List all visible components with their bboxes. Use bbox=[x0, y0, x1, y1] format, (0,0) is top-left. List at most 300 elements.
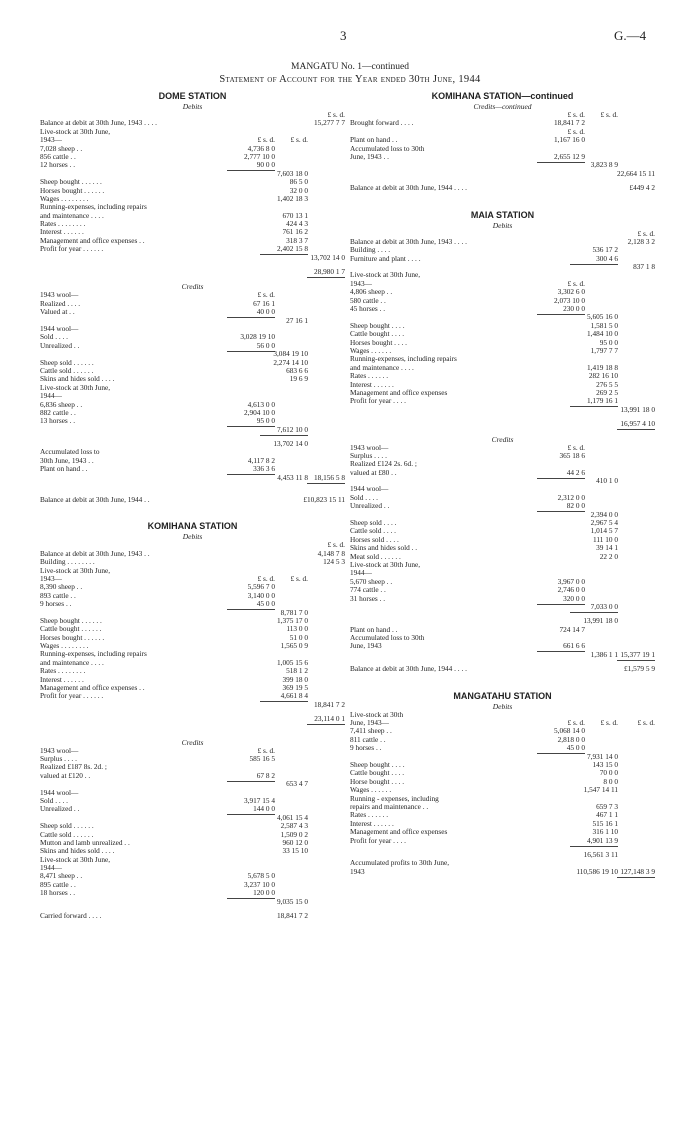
total-rule bbox=[307, 724, 345, 725]
amount-c: 2,128 3 2 bbox=[627, 236, 655, 246]
amount-a: £ s. d. bbox=[567, 718, 585, 728]
amount-b: 1,005 15 6 bbox=[276, 657, 308, 667]
amount-b: 1,565 0 9 bbox=[280, 641, 308, 651]
ledger-label: Balance at debit at 30th June, 1943 . . . . bbox=[350, 236, 467, 246]
amount-c: 124 5 3 bbox=[323, 557, 345, 567]
ledger-label: 8,390 sheep . . bbox=[40, 582, 83, 592]
amount-c: 16,957 4 10 bbox=[620, 419, 655, 429]
amount-b: 1,419 18 8 bbox=[586, 362, 618, 372]
ledger-row bbox=[40, 872, 345, 880]
amount-a: 2,904 10 0 bbox=[243, 407, 275, 417]
amount-a: 40 0 0 bbox=[256, 307, 275, 317]
amount-a: 5,678 5 0 bbox=[247, 871, 275, 881]
amount-b: 683 6 6 bbox=[286, 365, 308, 375]
amount-a: 45 0 0 bbox=[256, 599, 275, 609]
amount-c: 18,841 7 2 bbox=[313, 699, 345, 709]
ledger-label: Wages . . . . . . . . bbox=[40, 193, 89, 203]
ledger-label: 1943 wool— bbox=[350, 442, 389, 452]
amount-b: 39 14 1 bbox=[596, 543, 618, 553]
amount-b: 276 5 5 bbox=[596, 379, 618, 389]
amount-b: 113 0 0 bbox=[286, 624, 308, 634]
ledger-label: 45 horses . . bbox=[350, 304, 386, 314]
amount-b: 2,967 5 4 bbox=[590, 518, 618, 528]
amount-b: 670 13 1 bbox=[282, 210, 308, 220]
ledger-row bbox=[40, 426, 345, 434]
amount-b: 518 1 2 bbox=[286, 666, 308, 676]
ledger-label: Live-stock at 30th June, bbox=[350, 559, 421, 569]
ledger-label: Running-expenses, including repairs bbox=[40, 649, 147, 659]
amount-a: 3,028 19 10 bbox=[240, 332, 275, 342]
ledger-label: 1943— bbox=[350, 278, 372, 288]
amount-a: 585 16 5 bbox=[249, 754, 275, 763]
ledger-label: 811 cattle . . bbox=[350, 734, 386, 744]
ledger-row bbox=[350, 444, 655, 452]
amount-a: 336 3 6 bbox=[253, 464, 275, 474]
amount-b: 399 18 0 bbox=[282, 674, 308, 684]
ledger-row bbox=[40, 856, 345, 864]
amount-a: £ s. d. bbox=[567, 126, 585, 136]
ledger-label: Balance at debit at 30th June, 1944 . . . . bbox=[350, 664, 467, 674]
amount-b: 318 3 7 bbox=[286, 235, 308, 245]
ledger-label: 1944— bbox=[350, 568, 372, 578]
amount-c: 23,114 0 1 bbox=[314, 714, 345, 724]
ledger-label: 31 horses . . bbox=[350, 593, 386, 603]
amount-b: 300 4 6 bbox=[596, 253, 618, 263]
amount-b: 3,084 19 10 bbox=[273, 349, 308, 359]
ledger-label: Skins and hides sold . . . . bbox=[40, 374, 115, 384]
ledger-label: Sheep sold . . . . . . bbox=[40, 357, 94, 367]
amount-b: 7,612 10 0 bbox=[276, 424, 308, 434]
ledger-label: 1943 wool— bbox=[40, 290, 79, 300]
total-rule bbox=[617, 660, 655, 661]
amount-b: 143 15 0 bbox=[592, 760, 618, 769]
amount-b: 761 16 2 bbox=[282, 227, 308, 237]
ledger-label: Sold . . . . bbox=[40, 332, 68, 342]
amount-a: £ s. d. bbox=[257, 290, 275, 300]
amount-c: £ s. d. bbox=[637, 228, 655, 238]
page-number: 3 bbox=[340, 28, 347, 43]
ledger-row bbox=[40, 392, 345, 400]
station-heading: DOME STATION bbox=[158, 91, 227, 101]
amount-a: 90 0 0 bbox=[256, 160, 275, 170]
amount-c: £ s. d. bbox=[327, 110, 345, 119]
ledger-label: Surplus . . . . bbox=[40, 754, 77, 763]
ledger-label: Live-stock at 30th June, bbox=[40, 565, 111, 575]
ledger-label: Rates . . . . . . . . bbox=[40, 666, 86, 676]
amount-b: 4,661 8 4 bbox=[280, 691, 308, 701]
amount-c: 13,991 18 0 bbox=[620, 404, 655, 414]
ledger-label: Management and office expenses bbox=[350, 387, 448, 397]
total-rule bbox=[260, 435, 308, 436]
amount-a: 320 0 0 bbox=[563, 593, 585, 603]
statement-subheading: Statement of Account for the Year ended 30th June, 1944 bbox=[219, 74, 481, 85]
ledger-label: Running-expenses, including repairs bbox=[350, 354, 457, 364]
ledger-label: 7,411 sheep . . bbox=[350, 726, 392, 736]
station-heading: KOMIHANA STATION bbox=[147, 521, 238, 532]
ledger-label: and maintenance . . . . bbox=[40, 657, 104, 667]
amount-b: 1,484 10 0 bbox=[586, 329, 618, 339]
ledger-label: Cattle sold . . . . . . bbox=[40, 829, 94, 839]
ledger-label: Skins and hides sold . . . . bbox=[40, 846, 115, 856]
amount-b: 4,901 13 9 bbox=[586, 835, 618, 845]
ledger-label: 1944 wool— bbox=[40, 323, 79, 333]
amount-c: 13,702 14 0 bbox=[310, 252, 345, 262]
ledger-label: Management and office expenses . . bbox=[40, 683, 145, 693]
amount-a: 3,302 6 0 bbox=[557, 287, 585, 297]
amount-c: 28,980 1 7 bbox=[313, 267, 345, 277]
ledger-row bbox=[350, 119, 655, 127]
amount-a: 5,068 14 0 bbox=[553, 726, 585, 736]
ledger-label: Live-stock at 30th June, bbox=[40, 382, 111, 392]
ledger-label: Building . . . . . . . . bbox=[40, 557, 95, 567]
ledger-row bbox=[40, 583, 345, 591]
ledger-row bbox=[350, 406, 655, 414]
ledger-label: Live-stock at 30th bbox=[350, 709, 404, 719]
amount-b: 5,605 16 0 bbox=[586, 312, 618, 322]
ledger-label: Sheep bought . . . . bbox=[350, 320, 405, 330]
amount-a: £ s. d. bbox=[567, 442, 585, 452]
amount-a: 44 2 6 bbox=[566, 467, 585, 477]
ledger-label: Interest . . . . . . bbox=[350, 818, 394, 828]
amount-b: 1,547 14 11 bbox=[583, 785, 618, 795]
total-rule bbox=[617, 877, 655, 878]
ledger-row bbox=[40, 291, 345, 299]
total-rule bbox=[617, 429, 655, 430]
ledger-row bbox=[40, 474, 345, 482]
ledger-row bbox=[350, 288, 655, 296]
amount-b: 1,402 18 3 bbox=[276, 193, 308, 203]
amount-a: 120 0 0 bbox=[253, 888, 275, 898]
amount-c: 15,277 7 7 bbox=[313, 118, 345, 128]
amount-c: 127,148 3 9 bbox=[620, 866, 655, 876]
ledger-label: Profit for year . . . . bbox=[350, 835, 406, 845]
ledger-label: Carried forward . . . . bbox=[40, 911, 102, 921]
amount-b: 19 6 9 bbox=[289, 374, 308, 384]
amount-a: 3,140 0 0 bbox=[247, 590, 275, 600]
ledger-label: Unrealized . . bbox=[40, 804, 80, 814]
amount-b: 1,179 16 1 bbox=[586, 396, 618, 406]
amount-b: 4,061 15 4 bbox=[276, 812, 308, 822]
ledger-label: Interest . . . . . . bbox=[40, 227, 84, 237]
section-heading: Debits bbox=[182, 102, 203, 111]
ledger-row bbox=[40, 592, 345, 600]
ledger-label: 1943— bbox=[40, 135, 62, 145]
amount-b: 1,797 7 7 bbox=[590, 345, 618, 355]
ledger-row bbox=[350, 184, 655, 192]
amount-b: 51 0 0 bbox=[289, 632, 308, 642]
amount-b: 410 1 0 bbox=[596, 476, 618, 486]
amount-b: 110,586 19 10 bbox=[576, 866, 618, 876]
ledger-row bbox=[40, 789, 345, 797]
ledger-row bbox=[40, 401, 345, 409]
amount-a: 82 0 0 bbox=[566, 501, 585, 511]
section-heading: Debits bbox=[182, 532, 203, 542]
section-heading: Credits bbox=[181, 282, 204, 292]
amount-c: 18,156 5 8 bbox=[313, 472, 345, 482]
amount-c: 22,664 15 11 bbox=[616, 168, 655, 178]
amount-b: 2,587 4 3 bbox=[280, 821, 308, 831]
ledger-label: 12 horses . . bbox=[40, 160, 76, 170]
ledger-label: 1943— bbox=[40, 573, 62, 583]
section-heading: Credits—continued bbox=[473, 102, 532, 111]
amount-a: 3,237 10 0 bbox=[243, 879, 275, 889]
ledger-row bbox=[350, 603, 655, 611]
amount-a: £ s. d. bbox=[567, 110, 585, 119]
ledger-label: 882 cattle . . bbox=[40, 407, 76, 417]
amount-b: 22 2 0 bbox=[599, 551, 618, 561]
amount-b: 7,033 0 0 bbox=[590, 601, 618, 611]
ledger-label: Unrealized . . bbox=[40, 340, 80, 350]
ledger-row bbox=[350, 477, 655, 485]
ledger-label: Profit for year . . . . . . bbox=[40, 691, 104, 701]
amount-a: 724 14 7 bbox=[559, 624, 585, 634]
amount-b: 9,035 15 0 bbox=[276, 896, 308, 906]
ledger-label: 9 horses . . bbox=[40, 599, 72, 609]
ledger-label: 1944 wool— bbox=[350, 484, 389, 494]
ledger-label: Skins and hides sold . . bbox=[350, 543, 418, 553]
ledger-label: Interest . . . . . . bbox=[350, 379, 394, 389]
ledger-label: June, 1943 . . bbox=[350, 151, 389, 161]
ledger-row bbox=[350, 494, 655, 502]
ledger-row bbox=[350, 868, 655, 876]
ledger-label: Cattle bought . . . . . . bbox=[40, 624, 102, 634]
ledger-label: Unrealized . . bbox=[350, 501, 390, 511]
amount-a: 2,777 10 0 bbox=[243, 151, 275, 161]
amount-b: 111 10 0 bbox=[593, 534, 618, 544]
ledger-label: Accumulated loss to 30th bbox=[350, 143, 425, 153]
amount-c: 4,148 7 8 bbox=[317, 548, 345, 558]
amount-b: 3,823 8 9 bbox=[590, 160, 618, 170]
ledger-label: Valued at . . bbox=[40, 307, 75, 317]
amount-b: 653 4 7 bbox=[286, 779, 308, 789]
amount-a: 2,655 12 9 bbox=[553, 151, 585, 161]
ledger-label: Rates . . . . . . bbox=[350, 371, 389, 381]
section-heading: Credits bbox=[181, 737, 204, 747]
ledger-label: Balance at debit at 30th June, 1943 . . bbox=[40, 548, 150, 558]
amount-b: £ s. d. bbox=[290, 573, 308, 583]
left-column bbox=[40, 88, 345, 920]
amount-b: 2,394 0 0 bbox=[590, 509, 618, 519]
total-rule bbox=[307, 277, 345, 278]
amount-a: 2,073 10 0 bbox=[553, 295, 585, 305]
ledger-row bbox=[350, 485, 655, 493]
amount-b: 27 16 1 bbox=[286, 315, 308, 325]
amount-b: 16,561 3 11 bbox=[583, 849, 618, 859]
ledger-label: Balance at debit at 30th June, 1944 . . bbox=[40, 495, 150, 505]
spacer bbox=[350, 674, 655, 688]
amount-b: 2,274 14 10 bbox=[273, 357, 308, 367]
ledger-label: 1943 bbox=[350, 866, 365, 876]
amount-b: 86 5 0 bbox=[289, 177, 308, 187]
ledger-label: Meat sold . . . . . . bbox=[350, 551, 401, 561]
ledger-label: Brought forward . . . . bbox=[350, 118, 414, 128]
ledger-label: Plant on hand . . bbox=[350, 135, 398, 145]
amount-c: 15,377 19 1 bbox=[620, 649, 655, 659]
ledger-row bbox=[40, 136, 345, 144]
ledger-label: Mutton and lamb unrealized . . bbox=[40, 837, 130, 847]
amount-a: 365 18 6 bbox=[559, 450, 585, 460]
amount-a: 144 0 0 bbox=[253, 804, 275, 814]
ledger-label: Wages . . . . . . bbox=[350, 345, 392, 355]
amount-b: £ s. d. bbox=[600, 718, 618, 728]
ledger-label: Wages . . . . . . bbox=[350, 785, 392, 795]
amount-a: 67 16 1 bbox=[253, 298, 275, 308]
ledger-row bbox=[350, 578, 655, 586]
ledger-row bbox=[350, 297, 655, 305]
ledger-label: Management and office expenses . . bbox=[40, 235, 145, 245]
amount-a: 4,117 8 2 bbox=[247, 455, 275, 465]
ledger-label: 1944— bbox=[40, 391, 62, 401]
amount-a: 661 6 6 bbox=[563, 641, 585, 651]
ledger-row bbox=[40, 715, 345, 723]
ledger-row bbox=[40, 496, 345, 504]
amount-b: £ s. d. bbox=[290, 135, 308, 145]
ledger-row bbox=[40, 864, 345, 872]
ledger-row bbox=[40, 300, 345, 308]
ledger-row bbox=[350, 651, 655, 659]
total-rule bbox=[307, 483, 345, 484]
amount-a: 67 8 2 bbox=[256, 770, 275, 780]
ledger-label: Horses bought . . . . . . bbox=[40, 632, 105, 642]
ledger-label: 895 cattle . . bbox=[40, 879, 76, 889]
amount-b: 32 0 0 bbox=[289, 185, 308, 195]
amount-c: 837 1 8 bbox=[633, 262, 655, 272]
spacer bbox=[40, 482, 345, 496]
amount-b: 7,931 14 0 bbox=[586, 751, 618, 761]
ledger-row bbox=[350, 271, 655, 279]
ledger-row bbox=[40, 153, 345, 161]
ledger-row bbox=[40, 317, 345, 325]
amount-b: 4,453 11 8 bbox=[277, 472, 308, 482]
amount-b: £ s. d. bbox=[600, 110, 618, 119]
amount-b: 1,386 1 1 bbox=[590, 649, 618, 659]
ledger-label: 30th June, 1943 . . bbox=[40, 455, 94, 465]
ledger-label: Horse bought . . . . bbox=[350, 776, 405, 786]
ledger-label: Sheep bought . . . . bbox=[350, 760, 405, 769]
amount-b: 369 19 5 bbox=[282, 683, 308, 693]
ledger-label: Profit for year . . . . . . bbox=[40, 244, 104, 254]
amount-b: 316 1 10 bbox=[592, 827, 618, 837]
ledger-label: June, 1943 bbox=[350, 641, 382, 651]
ledger-label: 1943 wool— bbox=[40, 745, 79, 755]
ledger-row bbox=[40, 912, 345, 920]
ledger-label: Cattle sold . . . . . . bbox=[40, 365, 94, 375]
ledger-label: valued at £120 . . bbox=[40, 770, 91, 780]
amount-a: £ s. d. bbox=[257, 135, 275, 145]
ledger-label: Cattle bought . . . . bbox=[350, 768, 405, 778]
ledger-label: 6,836 sheep . . bbox=[40, 399, 83, 409]
ledger-row bbox=[350, 569, 655, 577]
station-heading: KOMIHANA STATION—continued bbox=[431, 91, 574, 101]
amount-b: 1,581 5 0 bbox=[590, 320, 618, 330]
ledger-row bbox=[40, 384, 345, 392]
amount-c: £10,823 15 11 bbox=[303, 495, 345, 505]
ledger-row bbox=[40, 145, 345, 153]
amount-a: £ s. d. bbox=[257, 573, 275, 583]
ledger-label: Furniture and plant . . . . bbox=[350, 253, 421, 263]
ledger-row bbox=[350, 665, 655, 673]
ledger-label: 5,670 sheep . . bbox=[350, 576, 393, 586]
ledger-row bbox=[40, 575, 345, 583]
ledger-label: Sheep sold . . . . . . bbox=[40, 821, 94, 831]
ledger-row bbox=[40, 245, 345, 253]
ledger-label: 13 horses . . bbox=[40, 416, 76, 426]
ledger-label: Running - expenses, including bbox=[350, 793, 439, 803]
ledger-label: Plant on hand . . bbox=[40, 464, 88, 474]
amount-b: 1,014 5 7 bbox=[590, 526, 618, 536]
amount-a: 230 0 0 bbox=[563, 304, 585, 314]
amount-b: 18,841 7 2 bbox=[276, 911, 308, 921]
ledger-label: Sold . . . . bbox=[40, 795, 68, 805]
ledger-label: 856 cattle . . bbox=[40, 151, 76, 161]
spacer bbox=[350, 193, 655, 207]
amount-a: 2,746 0 0 bbox=[557, 585, 585, 595]
amount-c: £ s. d. bbox=[327, 540, 345, 550]
ledger-row bbox=[350, 727, 655, 735]
amount-b: 269 2 5 bbox=[596, 387, 618, 397]
ledger-row bbox=[40, 898, 345, 906]
amount-b: 424 4 3 bbox=[286, 219, 308, 229]
ledger-label: 8,471 sheep . . bbox=[40, 871, 83, 881]
ledger-label: and maintenance . . . . bbox=[40, 210, 104, 220]
section-heading: Debits bbox=[492, 220, 513, 230]
ledger-label: 18 horses . . bbox=[40, 888, 76, 898]
ledger-label: Horses sold . . . . bbox=[350, 534, 399, 544]
ledger-label: 9 horses . . bbox=[350, 743, 382, 753]
amount-b: 467 1 1 bbox=[596, 810, 618, 820]
ledger-row bbox=[40, 254, 345, 262]
section-heading: Debits bbox=[492, 701, 513, 711]
amount-b: 33 15 10 bbox=[282, 846, 308, 856]
amount-a: 2,312 0 0 bbox=[557, 492, 585, 502]
ledger-label: Balance at debit at 30th June, 1943 . . . . bbox=[40, 118, 157, 128]
ledger-row bbox=[40, 333, 345, 341]
ledger-row bbox=[40, 780, 345, 788]
amount-b: 659 7 3 bbox=[596, 801, 618, 811]
ledger-row bbox=[350, 161, 655, 169]
ledger-row bbox=[350, 736, 655, 744]
amount-b: 960 12 0 bbox=[282, 837, 308, 847]
amount-a: 3,967 0 0 bbox=[557, 576, 585, 586]
amount-a: 45 0 0 bbox=[566, 743, 585, 753]
ledger-label: Horses bought . . . . . . bbox=[40, 185, 105, 195]
amount-b: 7,603 18 0 bbox=[276, 168, 308, 178]
amount-a: 1,167 16 0 bbox=[553, 135, 585, 145]
ledger-row bbox=[40, 325, 345, 333]
ledger-label: Accumulated loss to 30th bbox=[350, 633, 425, 643]
spacer bbox=[40, 724, 345, 738]
ledger-label: Cattle sold . . . . bbox=[350, 526, 397, 536]
amount-a: 56 0 0 bbox=[256, 340, 275, 350]
station-heading: MAIA STATION bbox=[470, 209, 535, 220]
ledger-label: Surplus . . . . bbox=[350, 450, 387, 460]
page-heading: MANGATU No. 1—continued bbox=[291, 62, 409, 72]
ledger-label: June, 1943— bbox=[350, 718, 389, 728]
ledger-row bbox=[350, 561, 655, 569]
station-heading: MANGATAHU STATION bbox=[453, 690, 552, 701]
amount-b: 282 16 10 bbox=[588, 371, 618, 381]
ledger-row bbox=[350, 280, 655, 288]
amount-b: 8,781 7 0 bbox=[280, 607, 308, 617]
total-rule bbox=[570, 846, 618, 847]
ledger-row bbox=[40, 409, 345, 417]
amount-c: £ s. d. bbox=[637, 718, 655, 728]
amount-a: 4,736 8 0 bbox=[247, 143, 275, 153]
ledger-label: Realized . . . . bbox=[40, 298, 81, 308]
ledger-label: Realized £124 2s. 6d. ; bbox=[350, 459, 417, 469]
ledger-label: Horses bought . . . . bbox=[350, 337, 407, 347]
ledger-label: 1944— bbox=[40, 863, 62, 873]
